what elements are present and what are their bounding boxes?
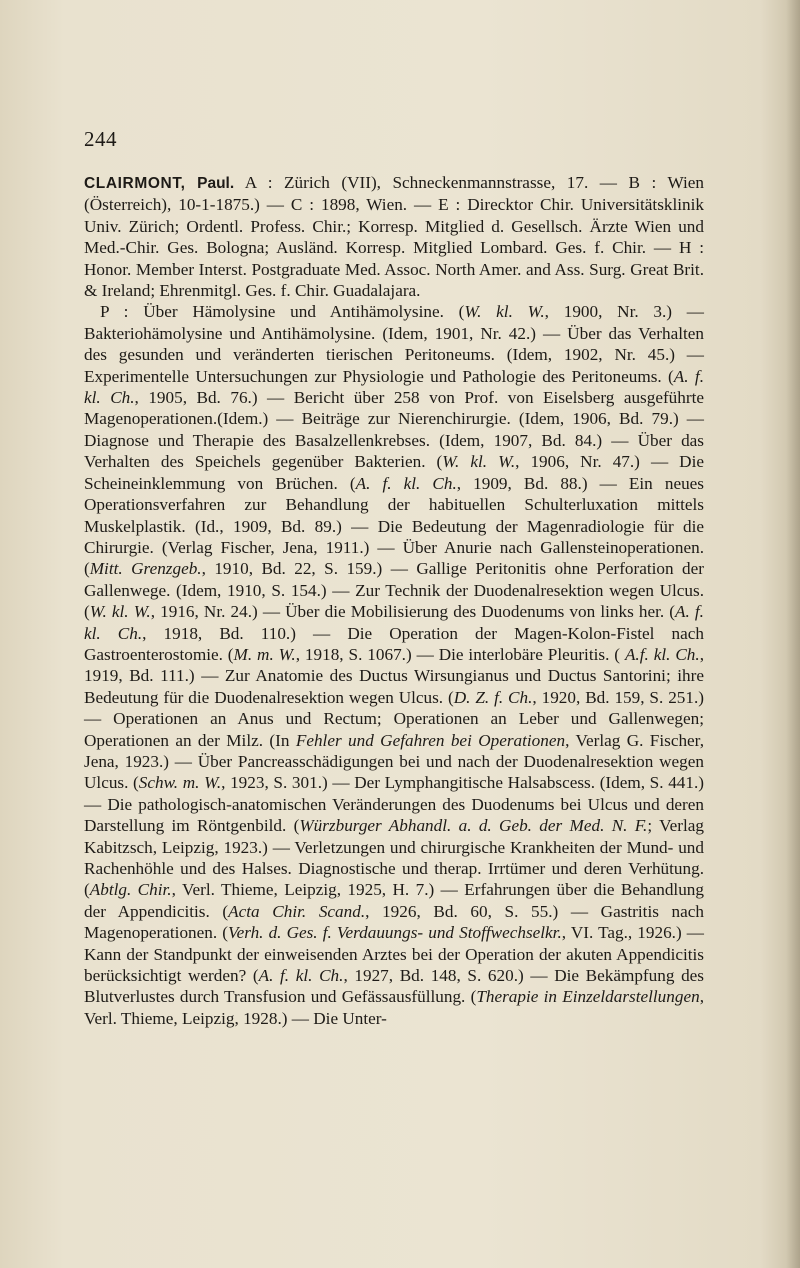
journal-citation: A. f. kl. Ch. xyxy=(84,602,704,643)
publications-paragraph xyxy=(84,301,704,1029)
journal-citation: A.f. kl. Ch. xyxy=(624,644,700,664)
journal-citation: Schw. m. W. xyxy=(138,773,222,793)
publication-text: , 1909, Bd. 88.) — Ein neues Operationsverfahren zur Behandlung der habituellen Schulterluxation mittels Muskelplastik. (Id., 1909, Bd. 89.) — Die Bedeutung der Magenradiologie für die Chirurgie. (Verlag Fischer, Jena, 1911.) — Über Anurie nach Gallensteinoperationen. ( xyxy=(84,473,704,579)
page-edge-shadow xyxy=(786,0,800,1268)
journal-citation: A. f. kl. Ch. xyxy=(258,966,344,986)
publication-text: , Verlag G. Fischer, Jena, 1923.) — Über Pancreasschädigungen bei und nach der Duodenalresektion wegen Ulcus. ( xyxy=(84,730,705,793)
journal-citation: Therapie in Einzeldarstellungen xyxy=(476,987,700,1007)
publication-text: , 1905, Bd. 76.) — Bericht über 258 von Prof. von Eiselsberg ausgeführte Magenoperationen.(Idem.) — Beiträge zur Nierenchirurgie. (Idem, 1906, Bd. 79.) — Diagnose und Therapie des Basalzellenkrebses. (Idem, 1907, Bd. 84.) — Über das Verhalten des Speichels gegenüber Bakterien. ( xyxy=(84,388,704,472)
journal-citation: Acta Chir. Scand. xyxy=(228,901,366,921)
publication-text: , 1926, Bd. 60, S. 55.) — Gastritis nach Magenoperationen. ( xyxy=(84,901,705,943)
journal-citation: A. f. kl. Ch. xyxy=(355,473,457,493)
journal-citation: W. kl. W. xyxy=(442,452,516,472)
journal-citation: Würzburger Abhandl. a. d. Geb. der Med. N. F. xyxy=(299,816,648,836)
journal-citation: Verh. d. Ges. f. Verdauungs- und Stoffwechselkr. xyxy=(227,923,562,943)
journal-citation: W. kl. W. xyxy=(89,602,151,622)
publication-text: , Verl. Thieme, Leipzig, 1928.) — Die Unter- xyxy=(84,987,704,1028)
publication-text: P : Über Hämolysine und Antihämolysine. ( xyxy=(100,302,465,322)
entry-given-name: Paul. xyxy=(197,175,235,192)
publication-text: ; Verlag Kabitzsch, Leipzig, 1923.) — Verletzungen und chirurgische Krankheiten der Mund- und Rachenhöhle und des Halses. Diagnostische und therap. Irrtümer und deren Verhütung. ( xyxy=(84,816,705,900)
publication-text: , VI. Tag., 1926.) — Kann der Standpunkt der einweisenden Arztes bei der Operation der akuten Appendicitis berücksichtigt werden? ( xyxy=(84,923,704,986)
publication-text: , 1918, Bd. 110.) — Die Operation der Magen-Kolon-Fistel nach Gastroenterostomie. ( xyxy=(84,623,704,664)
publication-text: , 1900, Nr. 3.) — Bakteriohämolysine und Antihämolysine. (Idem, 1901, Nr. 42.) — Über das Verhalten des gesunden und veränderten tierischen Peritoneums. (Idem, 1902, Nr. 45.) — Experimentelle Untersuchungen zur Physiologie und Pathologie des Peritoneums. ( xyxy=(84,302,704,386)
publication-text: , 1920, Bd. 159, S. 251.) — Operationen an Anus und Rectum; Operationen an Leber und Gallenwegen; Operationen an der Milz. (In xyxy=(84,687,704,750)
journal-citation: A. f. kl. Ch. xyxy=(84,366,705,408)
journal-citation: Fehler und Gefahren bei Operationen xyxy=(295,730,566,750)
publication-text: , Verl. Thieme, Leipzig, 1925, H. 7.) — Erfahrungen über die Behandlung der Appendicitis. ( xyxy=(84,880,704,921)
publication-text: , 1919, Bd. 111.) — Zur Anatomie des Ductus Wirsungianus und Ductus Santorini; ihre Bedeutung für die Duodenalresektion wegen Ulcus. ( xyxy=(84,644,704,707)
publication-text: , 1918, S. 1067.) — Die interlobäre Pleuritis. ( xyxy=(295,644,625,664)
journal-citation: D. Z. f. Ch. xyxy=(453,687,533,707)
journal-citation: W. kl. W. xyxy=(464,302,545,322)
publication-text: , 1923, S. 301.) — Der Lymphangitische Halsabscess. (Idem, S. 441.) — Die pathologisch-anatomischen Veränderungen des Duodenums bei Ulcus und deren Darstellung im Röntgenbild. ( xyxy=(84,773,704,836)
entry-bio-text: A : Zürich (VII), Schneckenmannstrasse, 17. — B : Wien (Österreich), 10-1-1875.) — C : 1898, Wien. — E : Direcktor Chir. Universitätsklinik Univ. Zürich; Ordentl. Profess. Chir.; Korresp. Mitglied d. Gesellsch. Ärzte Wien und Med.-Chir. Ges. Bologna; Ausländ. Korresp. Mitglied Lombard. Ges. f. Chir. — H : Honor. Member Interst. Postgraduate Med. Assoc. North Amer. and Ass. Surg. Great Brit. & Ireland; Ehrenmitgl. Ges. f. Chir. Guadalajara. xyxy=(84,173,705,301)
biographical-entry xyxy=(84,172,704,1029)
publication-text: , 1927, Bd. 148, S. 620.) — Die Bekämpfung des Blutverlustes durch Transfusion und Gefässausfüllung. ( xyxy=(84,966,704,1007)
entry-header-paragraph xyxy=(84,172,704,301)
publication-text: , 1916, Nr. 24.) — Über die Mobilisierung des Duodenums von links her. ( xyxy=(150,602,675,622)
journal-citation: M. m. W. xyxy=(233,644,296,664)
page-number: 244 xyxy=(84,127,117,151)
entry-surname: CLAIRMONT, xyxy=(84,175,186,192)
journal-citation: Abtlg. Chir. xyxy=(89,880,172,900)
publication-text: , 1906, Nr. 47.) — Die Scheineinklemmung von Brüchen. ( xyxy=(84,452,704,493)
journal-citation: Mitt. Grenzgeb. xyxy=(89,559,202,579)
publication-text: , 1910, Bd. 22, S. 159.) — Gallige Peritonitis ohne Perforation der Gallenwege. (Idem, 1910, S. 154.) — Zur Technik der Duodenalresektion wegen Ulcus. ( xyxy=(84,559,704,622)
